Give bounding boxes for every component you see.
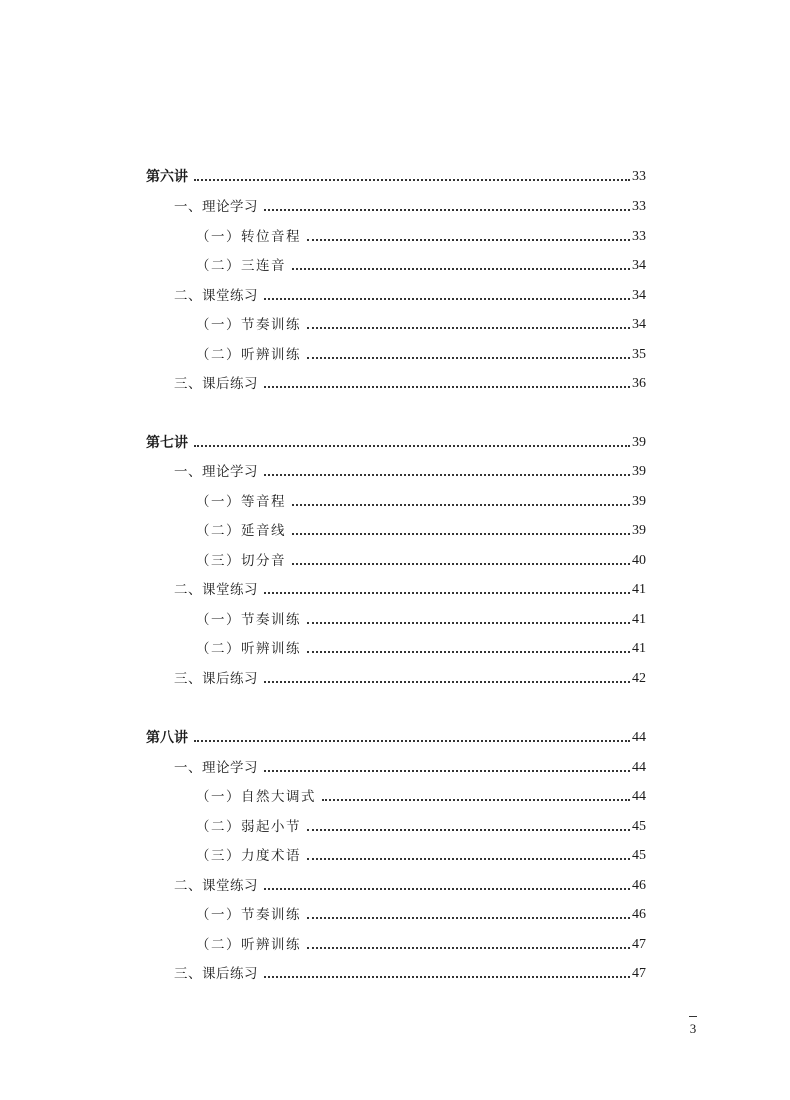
toc-entry-page: 42: [632, 671, 646, 686]
dot-leader: [264, 209, 630, 211]
toc-entry-page: 34: [632, 288, 646, 303]
toc-entry[interactable]: [174, 664, 646, 688]
toc-entry-page: 41: [632, 612, 646, 627]
toc-entry-title: （二）听辨训练: [196, 347, 301, 363]
dot-leader: [307, 239, 630, 241]
toc-entry-page: 44: [632, 789, 646, 804]
dot-leader: [307, 357, 630, 359]
dot-leader: [322, 799, 630, 801]
toc-entry[interactable]: [196, 222, 646, 246]
toc-entry-title: （二）三连音: [196, 258, 286, 274]
toc-entry-page: 41: [632, 582, 646, 597]
page-footer: [686, 1016, 700, 1037]
dot-leader: [264, 681, 630, 683]
toc-entry-title: （一）等音程: [196, 494, 286, 510]
toc-entry[interactable]: [196, 900, 646, 924]
toc-entry[interactable]: [174, 192, 646, 216]
toc-entry-page: 39: [632, 494, 646, 509]
toc-entry-title: （二）听辨训练: [196, 937, 301, 953]
toc-entry-page: 39: [632, 464, 646, 479]
dot-leader: [307, 622, 630, 624]
toc-entry-page: 34: [632, 258, 646, 273]
toc-entry-page: 45: [632, 848, 646, 863]
dot-leader: [194, 740, 630, 742]
toc-entry-page: 41: [632, 641, 646, 656]
toc-entry[interactable]: [174, 369, 646, 393]
dot-leader: [194, 445, 630, 447]
toc-entry-title: 第七讲: [146, 435, 188, 451]
footer-rule: [689, 1016, 697, 1017]
toc-entry-title: 二、课堂练习: [174, 288, 258, 304]
dot-leader: [264, 386, 630, 388]
toc-entry-title: （一）节奏训练: [196, 317, 301, 333]
toc-entry[interactable]: [196, 812, 646, 836]
toc-entry-title: 第六讲: [146, 169, 188, 185]
toc-entry-title: （一）自然大调式: [196, 789, 316, 805]
toc-entry[interactable]: [196, 782, 646, 806]
toc-entry-title: 一、理论学习: [174, 760, 258, 776]
dot-leader: [292, 533, 630, 535]
toc-entry-title: （一）节奏训练: [196, 612, 301, 628]
toc-entry-page: 47: [632, 966, 646, 981]
toc-entry-page: 45: [632, 819, 646, 834]
toc-entry-title: 二、课堂练习: [174, 878, 258, 894]
toc-entry[interactable]: [196, 310, 646, 334]
toc-entry-title: 二、课堂练习: [174, 582, 258, 598]
toc-entry-page: 39: [632, 523, 646, 538]
dot-leader: [264, 592, 630, 594]
toc-entry[interactable]: [196, 605, 646, 629]
toc-entry-page: 39: [632, 435, 646, 450]
dot-leader: [264, 298, 630, 300]
toc-entry-title: 第八讲: [146, 730, 188, 746]
toc-entry[interactable]: [196, 930, 646, 954]
toc-entry[interactable]: [196, 841, 646, 865]
toc-entry-page: 34: [632, 317, 646, 332]
toc-entry[interactable]: [146, 162, 646, 186]
toc-entry[interactable]: [196, 634, 646, 658]
dot-leader: [307, 858, 630, 860]
toc-entry[interactable]: [196, 340, 646, 364]
dot-leader: [307, 829, 630, 831]
toc-entry[interactable]: [174, 753, 646, 777]
toc-entry-title: （一）节奏训练: [196, 907, 301, 923]
toc-entry-title: （二）听辨训练: [196, 641, 301, 657]
page-number: 3: [689, 1021, 697, 1036]
toc-entry-title: （二）弱起小节: [196, 819, 301, 835]
dot-leader: [307, 947, 630, 949]
toc-entry-page: 33: [632, 229, 646, 244]
dot-leader: [307, 917, 630, 919]
dot-leader: [264, 474, 630, 476]
toc-entry-title: 三、课后练习: [174, 966, 258, 982]
toc-entry[interactable]: [196, 251, 646, 275]
toc-entry-title: （三）力度术语: [196, 848, 301, 864]
toc-entry[interactable]: [174, 575, 646, 599]
toc-entry-page: 46: [632, 878, 646, 893]
dot-leader: [307, 327, 630, 329]
dot-leader: [307, 651, 630, 653]
toc-entry-page: 36: [632, 376, 646, 391]
toc-entry-page: 47: [632, 937, 646, 952]
dot-leader: [264, 976, 630, 978]
toc-entry[interactable]: [196, 546, 646, 570]
toc-entry-title: 三、课后练习: [174, 376, 258, 392]
dot-leader: [194, 179, 630, 181]
toc-entry-title: （三）切分音: [196, 553, 286, 569]
toc-entry[interactable]: [196, 487, 646, 511]
toc-entry[interactable]: [146, 428, 646, 452]
toc-entry-title: （一）转位音程: [196, 229, 301, 245]
toc-entry[interactable]: [196, 516, 646, 540]
toc-entry-page: 44: [632, 730, 646, 745]
toc-entry-page: 33: [632, 169, 646, 184]
dot-leader: [292, 504, 630, 506]
toc-entry-title: 一、理论学习: [174, 464, 258, 480]
toc-entry[interactable]: [174, 281, 646, 305]
dot-leader: [264, 770, 630, 772]
toc-entry-title: （二）延音线: [196, 523, 286, 539]
toc-entry[interactable]: [174, 959, 646, 983]
toc-entry[interactable]: [174, 871, 646, 895]
toc-entry-title: 三、课后练习: [174, 671, 258, 687]
toc-entry[interactable]: [174, 457, 646, 481]
toc-entry-page: 44: [632, 760, 646, 775]
toc-entry-page: 40: [632, 553, 646, 568]
toc-entry-title: 一、理论学习: [174, 199, 258, 215]
toc-entry-page: 33: [632, 199, 646, 214]
toc-entry-page: 46: [632, 907, 646, 922]
dot-leader: [264, 888, 630, 890]
toc-entry[interactable]: [146, 723, 646, 747]
dot-leader: [292, 563, 630, 565]
dot-leader: [292, 268, 630, 270]
toc-entry-page: 35: [632, 347, 646, 362]
